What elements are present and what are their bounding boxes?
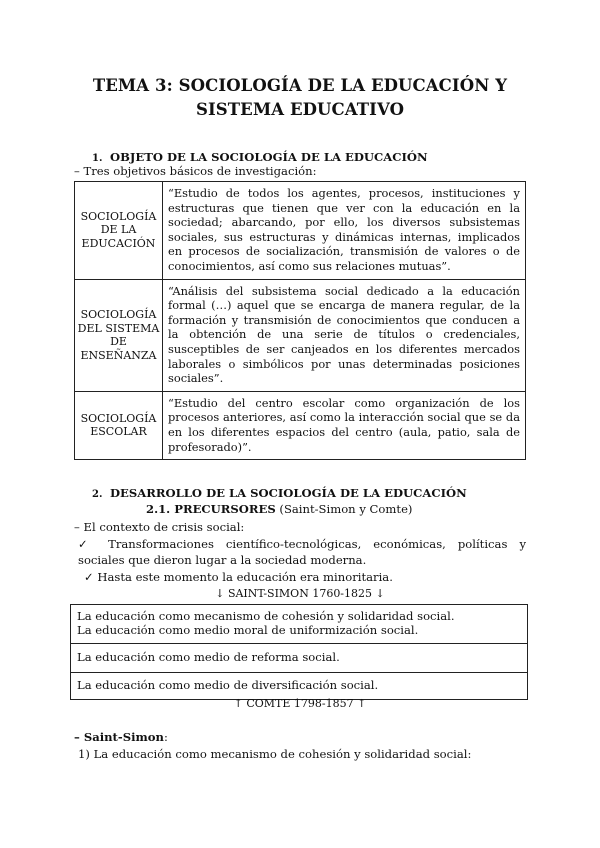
row-description: “Estudio del centro escolar como organización de los procesos anteriores, así como la interacción social que se da en los diferentes espacios del centro (aula, patio, sala de profesorado)”. [163,391,526,459]
table-row [75,182,526,280]
section-2-heading [92,486,467,502]
row-description: “Análisis del subsistema social dedicado a la educación formal (…) aquel que se encarga de manera regular, de la formación y transmisión de conocimientos que conducen a la obtención de una serie de títulos o credenciales, susceptibles de ser canjeados en los diferentes mercados laborales o simbólicos por unas determinadas posiciones sociales”. [163,279,526,391]
box-row [71,644,527,673]
row-label: SOCIOLOGÍA DE LA EDUCACIÓN [75,182,163,280]
title-line-2: SISTEMA EDUCATIVO [195,100,405,119]
saint-simon-colon: : [163,730,168,744]
document-title [70,74,530,122]
check-item-2: ✓ Hasta este momento la educación era minoritaria. [84,570,393,584]
section-1-number: 1. [92,153,103,164]
section-2-title: DESARROLLO DE LA SOCIOLOGÍA DE LA EDUCACIÓN [110,486,467,500]
crisis-context: – El contexto de crisis social: [74,520,245,534]
row-description: “Estudio de todos los agentes, procesos, instituciones y estructuras que tienen que ver con la educación en la sociedad; abarcando, por ello, los diversos subsistemas sociales, sus estructuras y dinámicas internas, implicados en procesos de socialización, transmisión de valores o de conocimientos, así como sus relaciones mutuas”. [163,182,526,280]
check-item-1: ✓ Transformaciones científico-tecnológicas, económicas, políticas y sociales que dieron lugar a la sociedad moderna. [78,537,526,567]
box-row-line: La educación como medio de reforma social. [77,649,340,664]
title-line-1: TEMA 3: SOCIOLOGÍA DE LA EDUCACIÓN Y [92,76,508,95]
box-row [71,605,527,644]
box-row-line: La educación como mecanismo de cohesión y solidaridad social. [77,609,455,623]
comte-marker: ↑ COMTE 1798-1857 ↑ [233,697,367,710]
subsection-2-1-note: (Saint-Simon y Comte) [279,502,413,516]
box-row-line: La educación como medio de diversificación social. [77,678,379,693]
table-row [75,279,526,391]
subsection-2-1-heading [146,502,412,516]
section-1-title: OBJETO DE LA SOCIOLOGÍA DE LA EDUCACIÓN [110,150,428,164]
row-label: SOCIOLOGÍA ESCOLAR [75,391,163,459]
saint-simon-heading [74,730,168,744]
section-2-number: 2. [92,489,103,500]
box-row [71,673,527,699]
row-label: SOCIOLOGÍA DEL SISTEMA DE ENSEÑANZA [75,279,163,391]
table-row [75,391,526,459]
section-1-intro: – Tres objetivos básicos de investigación: [74,164,317,178]
saint-simon-marker: ↓ SAINT-SIMON 1760-1825 ↓ [215,587,385,600]
education-functions-box [70,604,528,700]
box-row-line: La educación como medio moral de uniformización social. [77,623,419,638]
objectives-table [74,181,526,460]
saint-simon-label: – Saint-Simon [74,730,164,744]
point-1: 1) La educación como mecanismo de cohesión y solidaridad social: [78,747,472,761]
subsection-2-1-number: 2.1. PRECURSORES [146,502,276,516]
